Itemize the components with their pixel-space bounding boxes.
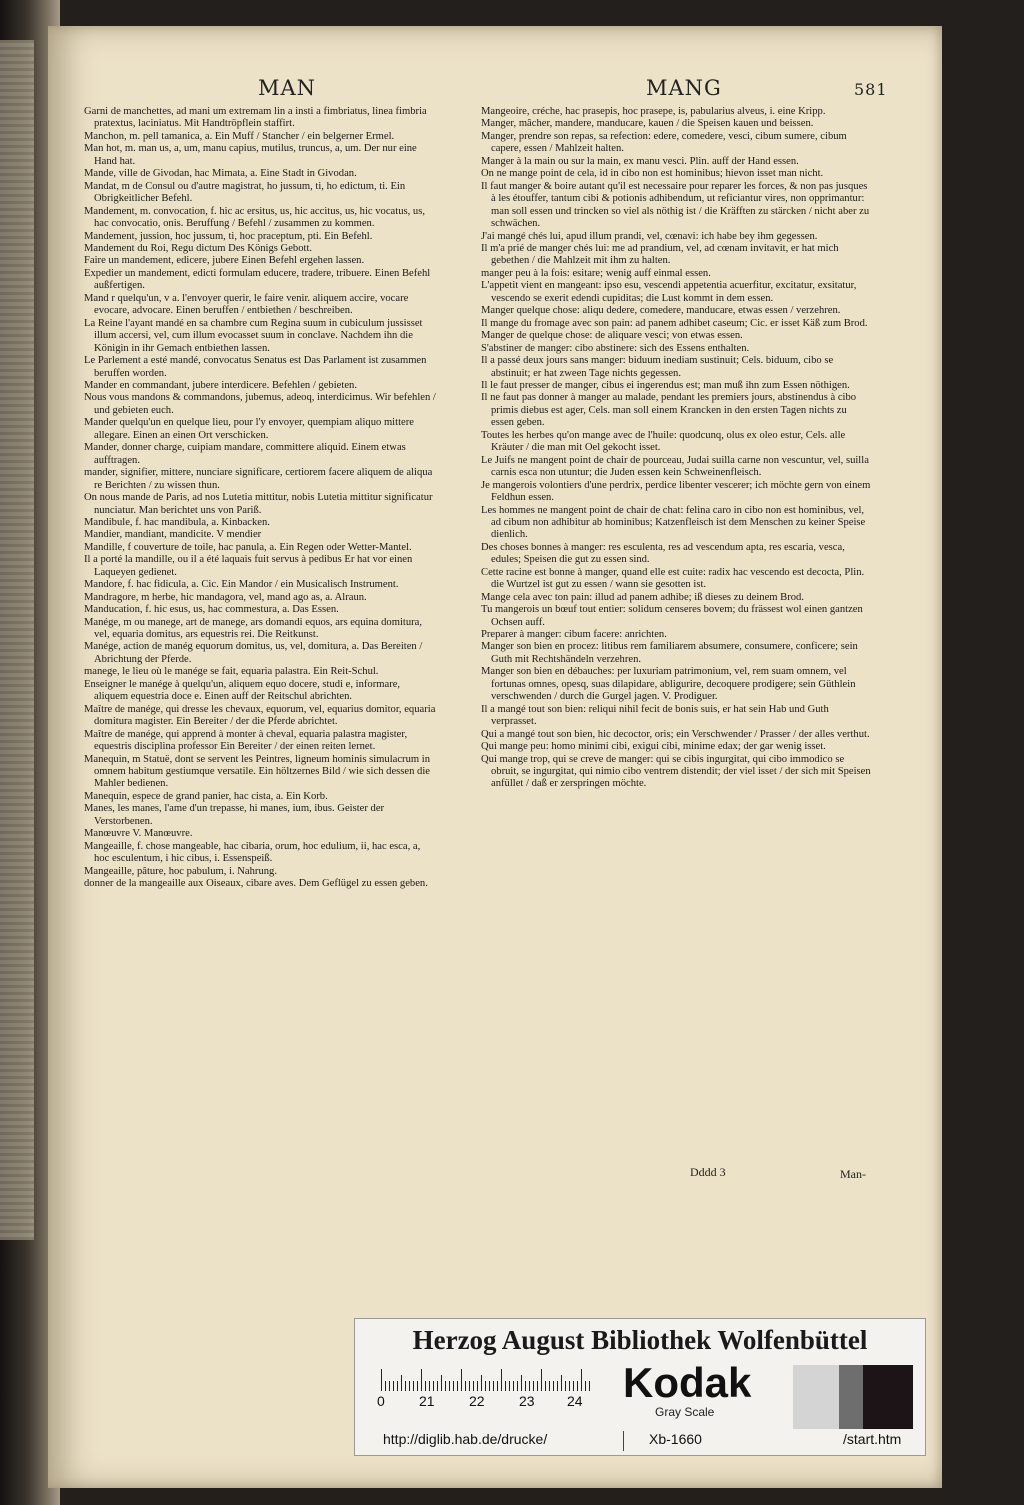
dictionary-entry: Il mange du fromage avec son pain: ad panem adhibet caseum; Cic. er isset Käß zum Brod. [481, 317, 868, 329]
dictionary-entry: Manger de quelque chose: de aliquare vesci; von etwas essen. [481, 330, 743, 342]
ruler-tick [529, 1381, 530, 1391]
ruler-tick [421, 1369, 422, 1391]
dictionary-entry: Les hommes ne mangent point de chair de chat: felina caro in cibo non est hominibus, vel, ad cibum non adhibitur ab hominibus; Katzenfleisch ist dem Menschen zu keiner Speise dienlich. [481, 504, 866, 541]
ruler-tick [493, 1381, 494, 1391]
ruler-tick [557, 1381, 558, 1391]
dictionary-entry: Mandement, jussion, hoc jussum, ti, hoc praceptum, pti. Ein Befehl. [84, 230, 373, 242]
ruler-tick [549, 1381, 550, 1391]
dictionary-entry: J'ai mangé chés lui, apud illum prandi, vel, cœnavi: ich habe bey ihm gegessen. [481, 230, 818, 242]
running-head-left: MAN [258, 76, 317, 100]
dictionary-entry: Manger quelque chose: aliqu dedere, comedere, manducare, etwas essen / verzehren. [481, 305, 841, 317]
ruler-tick [473, 1381, 474, 1391]
dictionary-entry: Qui mange trop, qui se creve de manger: qui se cibis ingurgitat, qui cibo immodico se obruit, se ingurgitat, qui nimio cibo ventrem distendit; der viel isset / der sich mit Speisen anfüllet / daß er zerspringen möchte. [481, 753, 871, 790]
dictionary-entry: Je mangerois volontiers d'une perdrix, perdice libenter vescerer; ich möchte gern von einem Feldhun essen. [481, 479, 871, 504]
dictionary-entry: Le Juifs ne mangent point de chair de pourceau, Judai suilla carne non vescuntur, vel, suilla carnis esca non utuntur; die Juden essen kein Schweinenfleisch. [481, 454, 869, 479]
ruler-tick [589, 1381, 590, 1391]
dictionary-entry: Mande, ville de Givodan, hac Mimata, a. Eine Stadt in Givodan. [84, 168, 357, 180]
dictionary-entry: Manducation, f. hic esus, us, hac commestura, a. Das Essen. [84, 604, 339, 616]
dictionary-entry: Manchon, m. pell tamanica, a. Ein Muff / Stancher / ein belgerner Ermel. [84, 130, 395, 142]
plate-divider [623, 1431, 624, 1451]
dictionary-entry: Mangeaille, pâture, hoc pabulum, i. Nahrung. [84, 865, 277, 877]
ruler-tick [393, 1381, 394, 1391]
ruler-tick [517, 1381, 518, 1391]
dictionary-entry: Mandement, m. convocation, f. hic ac ersitus, us, hic accitus, us, hic vocatus, us, hac convocatio, onis. Beruffung / Befehl / zusammen zu kommen. [84, 205, 425, 230]
ruler-number: 21 [419, 1393, 435, 1409]
dictionary-entry: Manége, m ou manege, art de manege, ars domandi equos, ars equina domitura, vel, equaria domitus, ars equestris rei. Die Reitkunst. [84, 616, 423, 641]
dictionary-entry: Qui mange peu: homo minimi cibi, exigui cibi, minime edax; der gar wenig isset. [481, 741, 826, 753]
dictionary-entry: Il ne faut pas donner à manger au malade, pendant les premiers jours, abstinendus à cibo primis diebus est ager, Cels. man soll einem Krancken in den ersten Tagen nichts zu essen geben. [481, 392, 857, 429]
ruler-tick [461, 1369, 462, 1391]
dictionary-entry: Preparer à manger: cibum facere: anrichten. [481, 629, 667, 641]
dictionary-entry: Manger son bien en débauches: per luxuriam patrimonium, vel, rem suam omnem, vel fortunas omnes, opesq, suas dilapidare, abligurire, decoquere prodigere; sein Güthlein verschwenden / durch die Gurgel jagen. V. Prodiguer. [481, 666, 856, 703]
ruler-tick [437, 1381, 438, 1391]
dictionary-entry: Manger, prendre son repas, sa refection: edere, comedere, vesci, cibum sumere, cibum capere, essen / Mahlzeit halten. [481, 130, 847, 155]
dictionary-entry: manege, le lieu où le manége se fait, equaria palastra. Ein Reit-Schul. [84, 666, 379, 678]
ruler-tick [485, 1381, 486, 1391]
dictionary-entry: Il faut manger & boire autant qu'il est necessaire pour reparer les forces, & non pas jusques à les étouffer, tantum cibi & potionis adhibendum, ut reficiantur vires, non opprimantur: man soll essen und trincken so viel als nöthig ist / die Kräfften zu stärcken / nicht aber zu schwächen. [481, 180, 870, 230]
dictionary-entry: Manes, les manes, l'ame d'un trepasse, hi manes, ium, ibus. Geister der Verstorbenen. [84, 803, 385, 827]
gray-swatch-light [793, 1365, 839, 1429]
dictionary-entry: Mandille, f couverture de toile, hac panula, a. Ein Regen oder Wetter-Mantel. [84, 541, 412, 553]
ruler-tick [405, 1381, 406, 1391]
ruler-tick [413, 1381, 414, 1391]
dictionary-entry: Toutes les herbes qu'on mange avec de l'huile: quodcunq, olus ex oleo estur, Cels. alle Kräuter / die man mit Oel gekocht isset. [481, 429, 846, 454]
ruler-tick [385, 1381, 386, 1391]
ruler-tick [425, 1381, 426, 1391]
dictionary-entry: Mander en commandant, jubere interdicere. Befehlen / gebieten. [84, 379, 357, 391]
dictionary-entry: L'appetit vient en mangeant: ipso esu, vescendi appetentia acuerfitur, excitatur, exsitatur, vescendo se exerit edendi cupiditas; die Lust kommt in dem essen. [481, 280, 857, 304]
ruler-tick [417, 1381, 418, 1391]
ruler-tick [497, 1381, 498, 1391]
right-column [481, 106, 871, 791]
dictionary-entry: Manger son bien en procez: litibus rem familiarem absumere, consumere, conficere; sein Guth mit Rechtshändeln verzehren. [481, 641, 858, 665]
ruler-tick [581, 1369, 582, 1391]
dictionary-entry: mander, signifier, mittere, nunciare significare, certiorem facere aliquem de aliqua re Berichten / zu wissen thun. [84, 467, 433, 491]
page-number: 581 [854, 80, 888, 99]
dictionary-entry: Manger à la main ou sur la main, ex manu vesci. Plin. auff der Hand essen. [481, 155, 799, 167]
ruler-tick [397, 1381, 398, 1391]
dictionary-entry: Mandore, f. hac fidicula, a. Cic. Ein Mandor / ein Musicalisch Instrument. [84, 579, 399, 591]
dictionary-entry: Maître de manége, qui apprend à monter à cheval, equaria palastra magister, equestris disciplina professor Ein Bereiter / der einen reiten lernet. [84, 728, 408, 753]
dictionary-entry: Man hot, m. man us, a, um, manu capius, mutilus, truncus, a, um. Der nur eine Hand hat. [84, 143, 417, 167]
ruler-tick [481, 1375, 482, 1391]
ruler-tick [561, 1375, 562, 1391]
library-name: Herzog August Bibliothek Wolfenbüttel [412, 1325, 868, 1355]
scale-ruler [377, 1365, 587, 1409]
dictionary-entry: Tu mangerois un bœuf tout entier: solidum censeres bovem; du frässest wol einen gantzen Ochsen auff. [481, 604, 863, 628]
ruler-tick [505, 1381, 506, 1391]
catchword: Man- [840, 1167, 866, 1181]
gray-swatch-dark [863, 1365, 913, 1429]
dictionary-entry: Mandat, m de Consul ou d'autre magistrat, ho jussum, ti, ho edictum, ti. Ein Obrigkeitlicher Befehl. [84, 180, 406, 205]
dictionary-entry: Cette racine est bonne à manger, quand elle est cuite: radix hac vescendo est decocta, Plin. die Wurtzel ist gut zu essen / wann sie gesotten ist. [481, 566, 865, 591]
dictionary-entry: donner de la mangeaille aux Oiseaux, cibare aves. Dem Geflügel zu essen geben. [84, 878, 428, 890]
ruler-tick [585, 1381, 586, 1391]
ruler-tick [509, 1381, 510, 1391]
dictionary-entry: Mandement du Roi, Regu dictum Des Königs Gebott. [84, 242, 313, 254]
dictionary-entry: Mand r quelqu'un, v a. l'envoyer querir, le faire venir. aliquem accire, vocare evocare, advocare. Einen beruffen / entbiethen / beschreiben. [84, 292, 409, 317]
gray-scale-label: Gray Scale [655, 1405, 715, 1419]
dictionary-entry: Le Parlement a esté mandé, convocatus Senatus est Das Parlament ist zusammen beruffen worden. [84, 355, 427, 379]
ruler-tick [537, 1381, 538, 1391]
ruler-tick [429, 1381, 430, 1391]
kodak-logo: Kodak [623, 1359, 752, 1406]
dictionary-entry: S'abstiner de manger: cibo abstinere: sich des Essens enthalten. [481, 342, 750, 354]
ruler-tick [477, 1381, 478, 1391]
ruler-tick [533, 1381, 534, 1391]
ruler-tick [441, 1375, 442, 1391]
previous-page-edge [0, 40, 34, 1240]
start-link: /start.htm [843, 1431, 902, 1447]
ruler-number: 23 [519, 1393, 535, 1409]
dictionary-entry: Expedier un mandement, edicti formulam educere, tradere, tribuere. Einen Befehl außfertigen. [84, 267, 431, 292]
ruler-tick [401, 1375, 402, 1391]
ruler-number: 0 [377, 1393, 385, 1409]
ruler-tick [453, 1381, 454, 1391]
dictionary-entry: Mangeoire, créche, hac prasepis, hoc prasepe, is, pabularius alveus, i. eine Kripp. [481, 106, 826, 117]
dictionary-entry: Mangeaille, f. chose mangeable, hac cibaria, orum, hoc edulium, ii, hac esca, a, hoc esculentum, i hic cibus, i. Essenspeiß. [84, 840, 421, 865]
ruler-tick [389, 1381, 390, 1391]
ruler-tick [545, 1381, 546, 1391]
dictionary-entry: Manger, mâcher, mandere, manducare, kauen / die Speisen kauen und beissen. [481, 118, 814, 130]
dictionary-entry: Maître de manége, qui dresse les chevaux, equorum, vel, equarius domitor, equaria domitura magister. Ein Bereiter / der die Pferde abrichtet. [84, 703, 436, 728]
dictionary-entry: Manequin, m Statuë, dont se servent les Peintres, ligneum hominis simulacrum in omnem habitum gestiumque versatile. Ein höltzernes Bild / wie sich dessen die Mahler bedienen. [84, 753, 431, 790]
ruler-tick [457, 1381, 458, 1391]
dictionary-entry: manger peu à la fois: esitare; wenig auff einmal essen. [481, 267, 711, 279]
signature-mark: Dddd 3 [690, 1165, 726, 1179]
ruler-tick [577, 1381, 578, 1391]
ruler-tick [409, 1381, 410, 1391]
dictionary-entry: Enseigner le manége à quelqu'un, aliquem equo docere, studi e, informare, aliquem equestria doce e. Einen auff der Reitschul abrichten. [84, 678, 401, 703]
ruler-tick [513, 1381, 514, 1391]
ruler-tick [469, 1381, 470, 1391]
dictionary-entry: Manége, action de manég equorum domitus, us, vel, domitura, a. Das Bereiten / Abrichtung der Pferde. [84, 641, 423, 665]
source-url: http://diglib.hab.de/drucke/ [383, 1431, 548, 1447]
ruler-tick [465, 1381, 466, 1391]
ruler-tick [565, 1381, 566, 1391]
ruler-tick [521, 1375, 522, 1391]
dictionary-entry: On nous mande de Paris, ad nos Lutetia mittitur, nobis Lutetia mittitur significatur nunciatur. Man berichtet uns von Pariß. [84, 492, 433, 516]
ruler-tick [489, 1381, 490, 1391]
shelfmark: Xb-1660 [649, 1431, 702, 1447]
dictionary-entry: Mandier, mandiant, mandicite. V mendier [84, 529, 262, 541]
dictionary-entry: Mandragore, m herbe, hic mandagora, vel, mand ago as, a. Alraun. [84, 591, 367, 603]
dictionary-entry: Manœuvre V. Manœuvre. [84, 828, 193, 840]
library-scan-plate [354, 1318, 926, 1456]
dictionary-entry: Il a mangé tout son bien: reliqui nihil fecit de bonis suis, er hat sein Hab und Guth verprasset. [481, 703, 829, 728]
ruler-tick [541, 1369, 542, 1391]
running-head-right: MANG [646, 76, 722, 100]
dictionary-entry: Manequin, espece de grand panier, hac cista, a. Ein Korb. [84, 790, 328, 802]
dictionary-entry: Mandibule, f. hac mandibula, a. Kinbacken. [84, 516, 270, 528]
ruler-tick [553, 1381, 554, 1391]
dictionary-entry: Il m'a prié de manger chés lui: me ad prandium, vel, ad cœnam invitavit, er hat mich gebethen / die Mahlzeit mit ihm zu halten. [481, 242, 839, 267]
dictionary-entry: On ne mange point de cela, id in cibo non est hominibus; hievon isset man nicht. [481, 168, 824, 180]
ruler-tick [501, 1369, 502, 1391]
dictionary-entry: Mander, donner charge, cuipiam mandare, committere aliquid. Einem etwas aufftragen. [84, 442, 406, 466]
dictionary-entry: Mander quelqu'un en quelque lieu, pour l'y envoyer, quempiam aliquo mittere allegare. Einen an einen Ort verschicken. [84, 417, 414, 441]
dictionary-entry: Il a passé deux jours sans manger: biduum inediam sustinuit; Cels. biduum, cibo se abstinuit; er hat zween Tage nichts gegessen. [481, 355, 834, 379]
dictionary-entry: Garni de manchettes, ad mani um extremam lin a insti a fimbriatus, linea fimbria pratextus, laciniatus. Mit Handtröpflein staffirt. [84, 106, 427, 130]
ruler-tick [381, 1369, 382, 1391]
ruler-tick [433, 1381, 434, 1391]
ruler-tick [449, 1381, 450, 1391]
dictionary-entry: Faire un mandement, edicere, jubere Einen Befehl ergehen lassen. [84, 255, 365, 267]
ruler-tick [525, 1381, 526, 1391]
dictionary-entry: Il le faut presser de manger, cibus ei ingerendus est; man muß ihn zum Essen nöthigen. [481, 379, 850, 391]
ruler-number: 24 [567, 1393, 583, 1409]
ruler-number: 22 [469, 1393, 485, 1409]
dictionary-entry: Mange cela avec ton pain: illud ad panem adhibe; iß dieses zu deinem Brod. [481, 591, 805, 603]
dictionary-entry: Qui a mangé tout son bien, hic decoctor, oris; ein Verschwender / Prasser / der alles verthut. [481, 728, 870, 740]
dictionary-entry: Nous vous mandons & commandons, jubemus, adeoq, interdicimus. Wir befehlen / und gebieten euch. [84, 392, 436, 416]
ruler-tick [573, 1381, 574, 1391]
ruler-tick [445, 1381, 446, 1391]
ruler-tick [569, 1381, 570, 1391]
dictionary-entry: La Reine l'ayant mandé en sa chambre cum Regina suum in cubiculum jussisset illum accersi, vel, cum illum evocasset suum in conclave. Nachdem ihn die Königin in ihr Gemach entbiethen lassen. [84, 317, 423, 354]
dictionary-entry: Il a porté la mandille, ou il a été laquais fuit servus à pedibus Er hat vor einen Laqueyen gedienet. [84, 554, 413, 578]
dictionary-entry: Des choses bonnes à manger: res esculenta, res ad vescendum apta, res escaria, vesca, edules; Speisen die gut zu essen sind. [481, 541, 845, 566]
left-column [84, 106, 436, 891]
